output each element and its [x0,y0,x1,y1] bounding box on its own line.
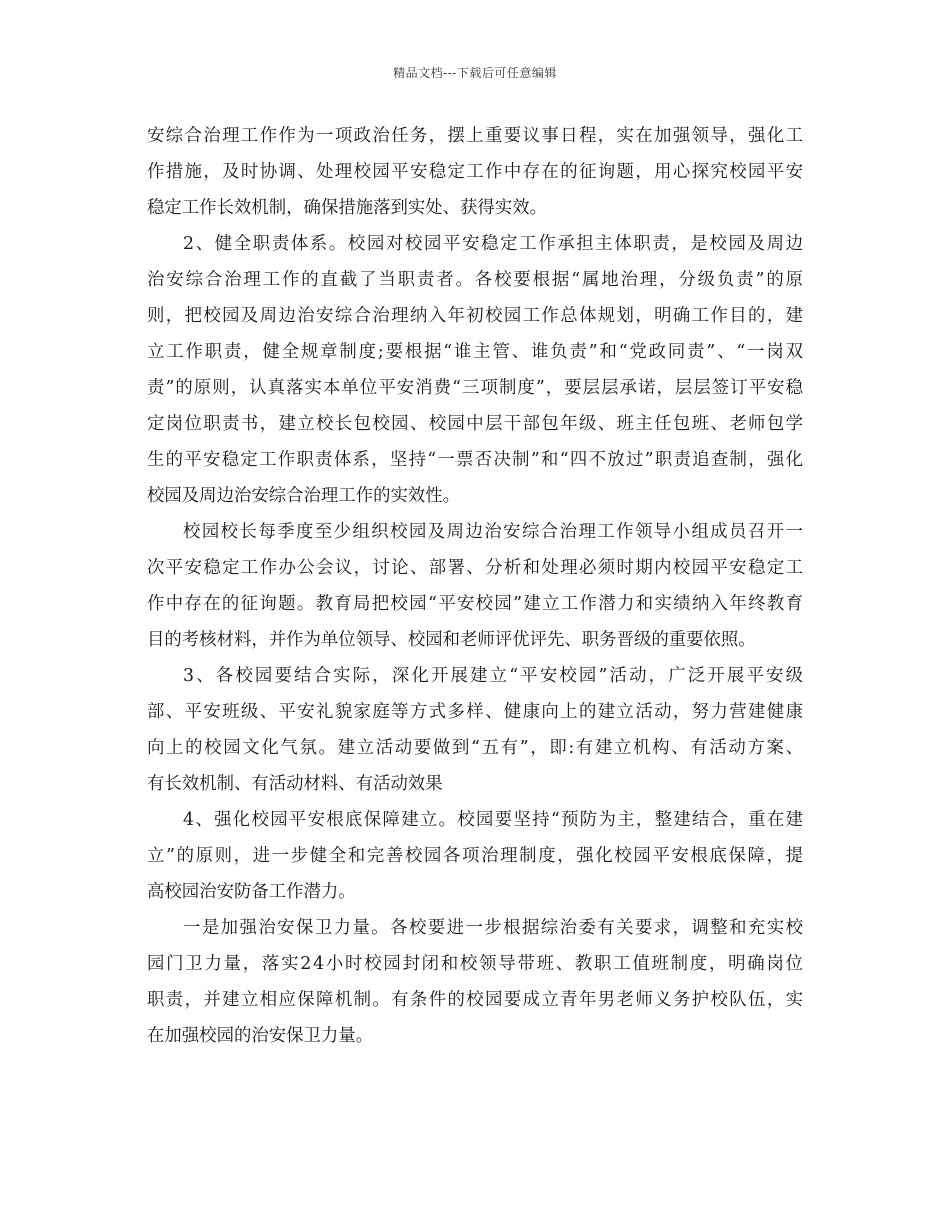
text-line: 有长效机制、有活动材料、有活动效果 [147,774,443,794]
text-line: 次平安稳定工作办公会议，讨论、部署、分析和处理必须时期内校园平安稳定工 [147,558,805,578]
text-line: 作中存在的征询题。教育局把校园“平安校园”建立工作潜力和实绩纳入年终教育 [147,594,805,614]
text-line: 2、健全职责体系。校园对校园平安稳定工作承担主体职责，是校园及周边 [183,234,805,254]
text-line: 生的平安稳定工作职责体系，坚持“一票否决制”和“四不放过”职责追查制，强化 [147,450,805,470]
text-line: 则，把校园及周边治安综合治理纳入年初校园工作总体规划，明确工作目的，建 [147,306,805,326]
text-line: 园门卫力量，落实24小时校园封闭和校领导带班、教职工值班制度，明确岗位 [147,954,805,974]
text-line: 一是加强治安保卫力量。各校要进一步根据综治委有关要求，调整和充实校 [183,918,805,938]
text-line: 高校园治安防备工作潜力。 [147,882,356,902]
text-line: 校园及周边治安综合治理工作的实效性。 [147,486,461,506]
text-line: 目的考核材料，并作为单位领导、校园和老师评优评先、职务晋级的重要依照。 [147,630,756,650]
text-line: 责”的原则，认真落实本单位平安消费“三项制度”，要层层承诺，层层签订平安稳 [147,378,805,398]
text-line: 作措施，及时协调、处理校园平安稳定工作中存在的征询题，用心探究校园平安 [147,162,805,182]
text-line: 立”的原则，进一步健全和完善校园各项治理制度，强化校园平安根底保障，提 [147,846,805,866]
text-line: 安综合治理工作作为一项政治任务，摆上重要议事日程，实在加强领导，强化工 [147,126,805,146]
text-line: 4、强化校园平安根底保障建立。校园要坚持“预防为主，整建结合，重在建 [183,810,805,830]
text-line: 在加强校园的治安保卫力量。 [147,1026,374,1046]
text-line: 部、平安班级、平安礼貌家庭等方式多样、健康向上的建立活动，努力营建健康 [147,702,805,722]
document-body [147,118,806,1054]
text-line: 3、各校园要结合实际，深化开展建立“平安校园”活动，广泛开展平安级 [183,666,806,686]
page-header: 精品文档---下载后可任意编辑 [393,66,557,80]
text-line: 向上的校园文化气氛。建立活动要做到“五有”，即:有建立机构、有活动方案、 [147,738,805,758]
text-line: 定岗位职责书，建立校长包校园、校园中层干部包年级、班主任包班、老师包学 [147,414,805,434]
text-line: 立工作职责，健全规章制度;要根据“谁主管、谁负责”和“党政同责”、“一岗双 [147,342,805,362]
text-line: 稳定工作长效机制，确保措施落到实处、获得实效。 [147,198,547,218]
text-line: 治安综合治理工作的直截了当职责者。各校要根据“属地治理，分级负责”的原 [147,270,805,290]
text-line: 职责，并建立相应保障机制。有条件的校园要成立青年男老师义务护校队伍，实 [147,990,805,1010]
text-line: 校园校长每季度至少组织校园及周边治安综合治理工作领导小组成员召开一 [183,522,805,542]
